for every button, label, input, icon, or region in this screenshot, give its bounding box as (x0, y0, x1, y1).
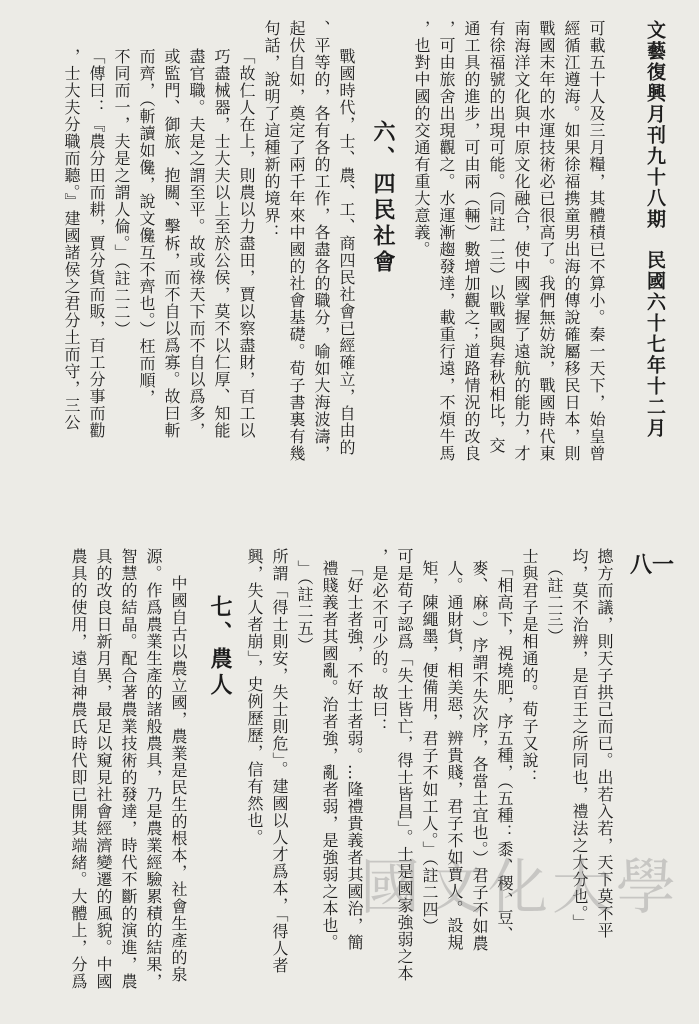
quote-column: 禮賤義者其國亂。治者強，亂者弱，是強弱之本也。 (320, 560, 339, 951)
issue-date: 民國六十七年十二月 (644, 250, 666, 439)
footnote-ref: （註二三） (545, 560, 564, 645)
text-column: ，可由旅舍出現觀之。水運漸趨發達，載重行遠，不煩牛馬 (437, 20, 456, 462)
text-column: 中國自古以農立國，農業是民生的根本，社會生產的泉 (169, 575, 188, 983)
quote-column: 巧盡械器，士大夫以上至於公侯，莫不以仁厚、知能 (212, 48, 231, 439)
quote-column: 「相高下，視墝肥，序五種，（五種：黍、稷、豆、 (495, 560, 514, 943)
text-column: 可載五十人及三月糧，其體積已不算小。秦一天下，始皇曾 (587, 20, 606, 462)
text-column: ，也對中國的交通有重大意義。 (412, 20, 431, 258)
text-column: 智慧的結晶。配合著農業技術的發達，時代不斷的演進，農 (119, 548, 138, 990)
quote-column: 而齊，（斬讀如儳，說文儳互不齊也。）枉而順， (137, 48, 156, 406)
text-column: 源。作爲農業生產的諸般農具，乃是農業經驗累積的結果， (144, 548, 163, 990)
text-column: 戰國時代，士、農、工、商四民社會已經確立，自由的 (337, 48, 356, 456)
text-column: 可是荀子認爲「失士皆亡，得士皆昌」。士是國家強弱之本 (395, 548, 414, 982)
text-column: 有徐福號的出現可能。（同註一三）以戰國與春秋相比，交 (487, 20, 506, 454)
quote-column: 矩，陳繩墨，便備用，君子不如工人。」（註二四） (420, 560, 439, 935)
text-column: 戰國末年的水運技術必已很高了。我們無妨說，戰國時代東 (537, 20, 556, 462)
quote-column: 麥、麻。）序謂不失次序，各當土宜也。）君子不如農 (470, 560, 489, 952)
quote-column: ，士大夫分職而聽。』建國諸侯之君分土而守，三公 (62, 48, 81, 431)
quote-column: 不同而一，夫是之謂人倫。」（註二二） (112, 48, 131, 338)
text-column: 起伏自如，奠定了兩千年來中國的社會基礎。荀子書裏有幾 (287, 20, 306, 462)
quote-column: 人。通財貨，相美惡，辨貴賤，君子不如賈人。設規 (445, 560, 464, 951)
quote-column: 「故仁人在上，則農以力盡田，賈以察盡財，百工以 (237, 48, 256, 439)
text-column: 經循江遵海。如果徐福携童男出海的傳說確屬移民日本，則 (562, 20, 581, 462)
quote-column: 「傳曰：『農分田而耕，賈分貨而販，百工分事而勸 (87, 48, 106, 439)
journal-title: 文藝復興月刊九十八期 (644, 20, 666, 230)
text-column: 南海洋文化與中原文化融合，使中國掌握了遠航的能力，才 (512, 20, 531, 462)
text-column: 所謂「得士則安，失士則危」。建國以人才爲本，「得人者 (270, 548, 289, 974)
quote-column: 「好士者強，不好士者弱。…隆禮貴義者其國治，簡 (345, 560, 364, 951)
quote-column: 摠方而議，則天子拱己而已。出若入若，天下莫不平 (595, 548, 614, 939)
text-column: 通工具的進步，可由兩（輛）數增加觀之；道路情況的改良 (462, 20, 481, 462)
quote-column: 均，莫不治辨，是百王之所同也，禮法之大分也。」 (570, 548, 589, 931)
text-column: 士與君子是相通的。荀子又說： (520, 548, 539, 786)
text-column: 句話，說明了這種新的境界： (262, 20, 281, 241)
page-number: 八一 (630, 552, 675, 578)
running-header (642, 20, 669, 439)
text-column: 興，失人者崩」，史例歷歷，信有然也。 (245, 548, 264, 846)
quote-column: 盡官職。夫是之謂至平。故或祿天下而不自以爲多， (187, 48, 206, 439)
text-column: 、平等的，各有各的工作，各盡各的職分，喻如大海波濤， (312, 20, 331, 462)
quote-column: 或監門、御旅、抱關、擊柝，而不自以爲寡。故曰斬 (162, 48, 181, 439)
watermark: 國文化大學 (360, 853, 680, 923)
text-column: ，是必不可少的。故曰： (370, 548, 389, 735)
text-column: 農具的使用，遠自神農氏時代即已開其端緒。大體上，分爲 (69, 548, 88, 990)
text-column: 具的改良日新月異，最足以窺見社會經濟變遷的風貌。中國 (94, 548, 113, 990)
section-heading: 七、農人 (207, 595, 233, 699)
section-heading: 六、四民社會 (370, 120, 396, 276)
quote-column: 」（註二五） (295, 560, 314, 654)
